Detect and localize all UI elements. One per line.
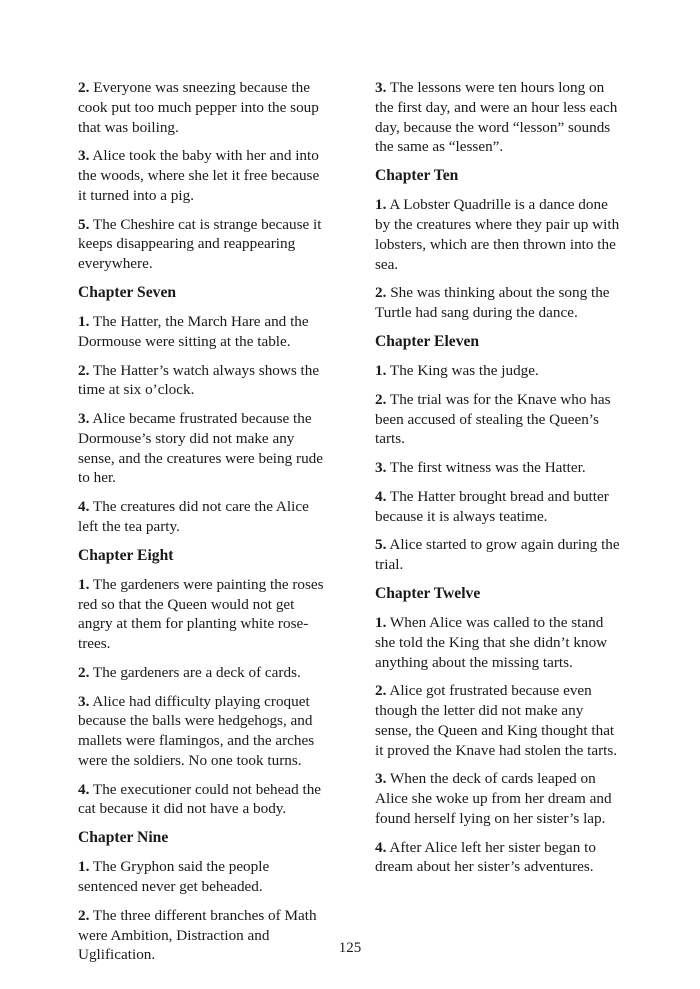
answer-paragraph — [78, 692, 325, 771]
item-text: The creatures did not care the Alice left the tea party. — [78, 498, 309, 535]
item-text: The Hatter brought bread and butter because it is always teatime. — [375, 487, 609, 525]
answer-paragraph — [78, 78, 325, 137]
item-number: 1. — [375, 614, 387, 632]
item-text: Alice got frustrated because even though the letter did not make any sense, the Queen and King thought that it proved the Knave had stolen the tarts. — [375, 682, 618, 759]
item-text: She was thinking about the song the Turtle had sang during the dance. — [375, 284, 610, 322]
chapter-heading: Chapter Eight — [78, 546, 174, 564]
item-text: The King was the judge. — [386, 362, 539, 380]
item-number: 5. — [78, 215, 90, 233]
item-number: 3. — [375, 79, 387, 96]
item-text: The trial was for the Knave who has been accused of stealing the Queen’s tarts. — [375, 390, 611, 448]
answer-paragraph — [78, 409, 325, 488]
item-text: Alice became frustrated because the Dormouse’s story did not make any sense, and the creatures were being rude to her. — [78, 410, 323, 487]
item-text: The three different branches of Math were Ambition, Distraction and Uglification. — [78, 906, 317, 964]
page-number: 125 — [338, 940, 362, 956]
answer-paragraph — [375, 535, 622, 575]
answer-paragraph — [375, 390, 622, 449]
item-number: 2. — [78, 361, 90, 379]
item-number: 2. — [375, 284, 387, 302]
item-number: 3. — [78, 147, 90, 165]
answer-paragraph — [375, 78, 622, 157]
item-text: The first witness was the Hatter. — [386, 459, 586, 477]
item-text: The lessons were ten hours long on the first day, and were an hour less each day, because the word “lesson” sounds the same as “lessen”. — [375, 79, 618, 156]
right-column — [375, 78, 622, 908]
item-text: The Hatter, the March Hare and the Dormouse were sitting at the table. — [78, 313, 309, 350]
item-text: The Gryphon said the people sentenced never get beheaded. — [78, 858, 270, 896]
answer-paragraph — [375, 487, 622, 527]
item-number: 3. — [375, 459, 387, 477]
item-number: 5. — [375, 536, 387, 554]
item-text: The Cheshire cat is strange because it keeps disappearing and reappearing everywhere. — [78, 215, 322, 272]
item-number: 1. — [78, 858, 90, 876]
answer-paragraph — [375, 681, 622, 760]
answer-paragraph — [375, 195, 622, 274]
item-number: 4. — [375, 838, 387, 856]
item-text: A Lobster Quadrille is a dance done by the creatures where they pair up with lobsters, which are then thrown into the sea. — [375, 196, 620, 273]
chapter-heading: Chapter Eleven — [375, 332, 480, 350]
item-text: The gardeners were painting the roses red so that the Queen would not get angry at them for planting white rose-trees. — [78, 575, 324, 653]
answer-paragraph — [78, 857, 325, 897]
item-text: Alice had difficulty playing croquet because the balls were hedgehogs, and mallets were flamingos, and the arches were the soldiers. No one took turns. — [78, 692, 315, 769]
answer-paragraph — [78, 361, 325, 401]
item-number: 4. — [375, 487, 387, 505]
chapter-heading: Chapter Ten — [375, 167, 459, 184]
item-number: 2. — [78, 906, 90, 924]
answer-paragraph — [375, 613, 622, 672]
answer-paragraph — [78, 146, 325, 205]
item-number: 3. — [78, 410, 90, 428]
answer-paragraph — [78, 575, 325, 654]
item-number: 3. — [375, 770, 387, 788]
item-text: The executioner could not behead the cat because it did not have a body. — [78, 780, 322, 818]
answer-paragraph — [375, 283, 622, 323]
item-number: 2. — [375, 682, 387, 700]
left-column — [78, 78, 325, 964]
item-number: 3. — [78, 692, 90, 710]
item-text: The Hatter’s watch always shows the time at six o’clock. — [78, 361, 320, 399]
item-text: Everyone was sneezing because the cook put too much pepper into the soup that was boiling. — [78, 79, 319, 136]
answer-paragraph — [375, 458, 622, 478]
item-text: The gardeners are a deck of cards. — [89, 663, 301, 681]
item-number: 2. — [78, 79, 90, 96]
item-number: 2. — [375, 390, 387, 408]
answer-paragraph — [375, 361, 622, 381]
item-number: 4. — [78, 498, 90, 516]
item-text: Alice took the baby with her and into the woods, where she let it free because it turned into a pig. — [78, 147, 320, 204]
item-text: When the deck of cards leaped on Alice she woke up from her dream and found herself lying on her sister’s lap. — [375, 770, 612, 827]
answer-paragraph — [78, 663, 325, 683]
answer-paragraph — [78, 497, 325, 537]
item-number: 1. — [375, 196, 387, 214]
answer-paragraph — [78, 780, 325, 820]
answer-paragraph — [375, 769, 622, 828]
item-text: When Alice was called to the stand she told the King that she didn’t know anything about the missing tarts. — [375, 614, 608, 671]
item-number: 1. — [78, 575, 90, 593]
answer-paragraph — [78, 215, 325, 274]
item-number: 2. — [78, 663, 90, 681]
chapter-heading: Chapter Seven — [78, 283, 177, 301]
item-text: After Alice left her sister began to dream about her sister’s adventures. — [375, 838, 596, 876]
item-number: 1. — [375, 362, 387, 380]
chapter-heading: Chapter Nine — [78, 829, 169, 847]
answer-paragraph — [78, 312, 325, 352]
answer-paragraph — [375, 838, 622, 878]
item-text: Alice started to grow again during the trial. — [375, 536, 620, 574]
chapter-heading: Chapter Twelve — [375, 584, 481, 602]
item-number: 1. — [78, 313, 90, 331]
item-number: 4. — [78, 780, 90, 798]
